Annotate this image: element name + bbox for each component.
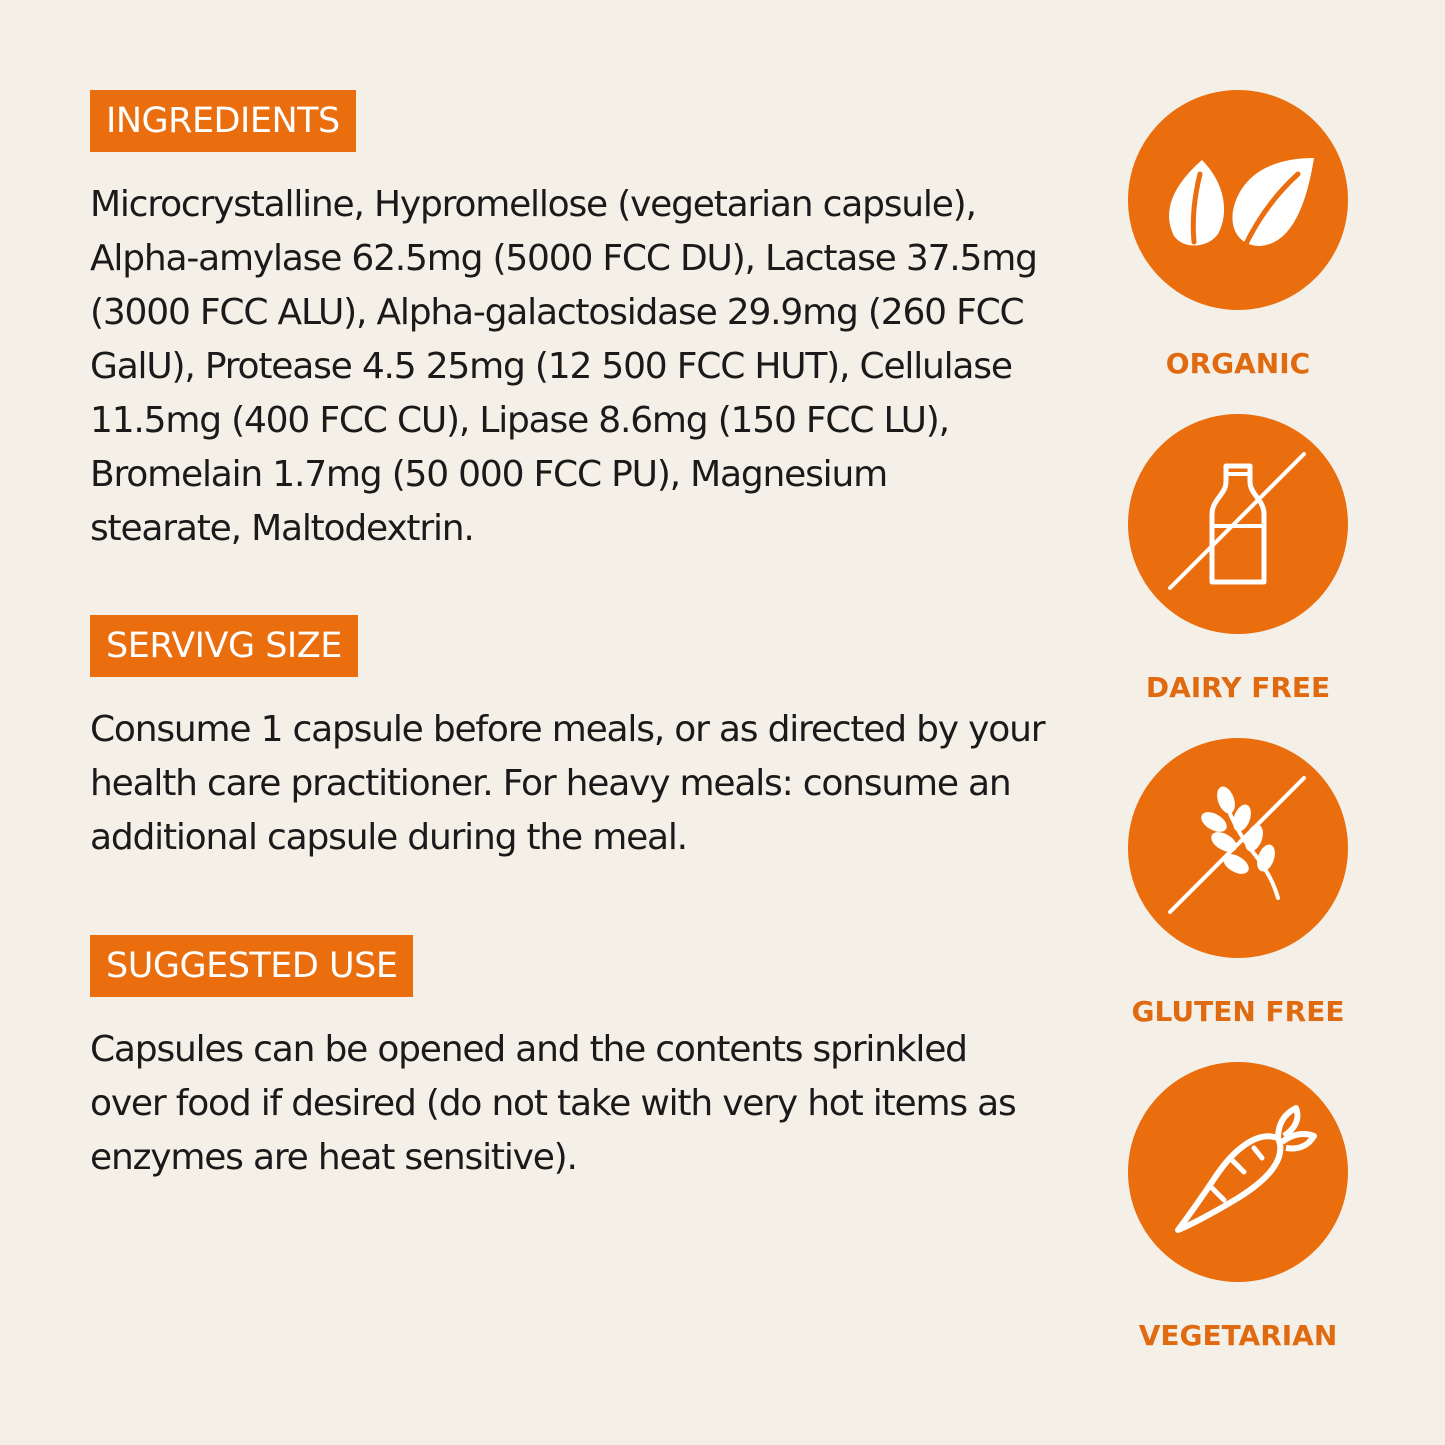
badge-dairy-free — [1118, 414, 1358, 704]
dairy-free-badge-circle — [1128, 414, 1348, 634]
serving-size-heading: SERVIVG SIZE — [90, 615, 358, 677]
ingredients-heading: INGREDIENTS — [90, 90, 356, 152]
suggested-use-text: Capsules can be opened and the contents sprinkled over food if desired (do not take with very hot items as enzymes are heat sensitive). — [90, 1029, 1016, 1178]
badge-label: DAIRY FREE — [1145, 671, 1331, 704]
crossed-milk-bottle-icon — [1128, 414, 1348, 634]
serving-size-section — [90, 615, 1050, 865]
vegetarian-badge-circle — [1128, 1062, 1348, 1282]
gluten-free-badge-circle — [1128, 738, 1348, 958]
badge-gluten-free — [1118, 738, 1358, 1028]
ingredients-section — [90, 90, 1050, 556]
badge-vegetarian — [1118, 1062, 1358, 1352]
organic-badge-circle — [1128, 90, 1348, 310]
leaves-icon — [1128, 90, 1348, 310]
serving-size-text: Consume 1 capsule before meals, or as directed by your health care practitioner. For heavy meals: consume an additional capsule during the meal. — [90, 709, 1045, 858]
badge-label: VEGETARIAN — [1138, 1319, 1338, 1352]
suggested-use-section — [90, 935, 1050, 1185]
badge-label: GLUTEN FREE — [1131, 995, 1345, 1028]
ingredients-text: Microcrystalline, Hypromellose (vegetarian capsule), Alpha-amylase 62.5mg (5000 FCC DU), Lactase 37.5mg (3000 FCC ALU), Alpha-galactosidase 29.9mg (260 FCC GalU), Protease 4.5 25mg (12 500 FCC HUT), Cellulase 11.5mg (400 FCC CU), Lipase 8.6mg (150 FCC LU), Bromelain 1.7mg (50 000 FCC PU), Magnesium stearate, Maltodextrin. — [90, 184, 1037, 549]
badge-label: ORGANIC — [1165, 347, 1311, 380]
badge-organic — [1118, 90, 1358, 380]
crossed-wheat-icon — [1128, 738, 1348, 958]
suggested-use-heading: SUGGESTED USE — [90, 935, 413, 997]
carrot-icon — [1128, 1062, 1348, 1282]
